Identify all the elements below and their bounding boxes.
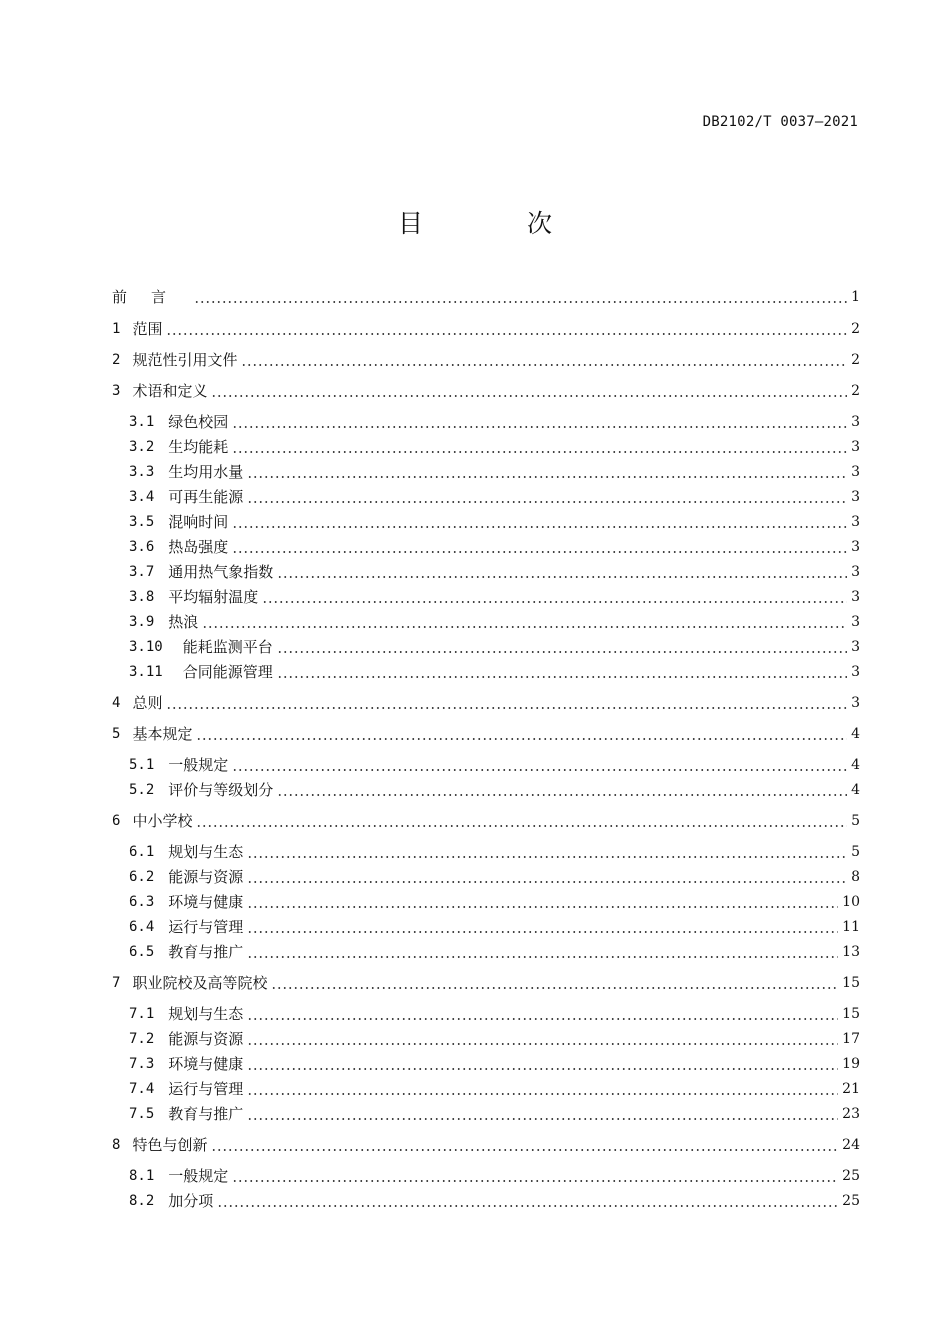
toc-dot-leader — [247, 1068, 838, 1070]
toc-entry-number: 5.2 — [129, 782, 155, 798]
toc-dot-leader — [247, 931, 838, 933]
toc-entry-number: 4 — [112, 695, 121, 711]
toc-dot-leader — [166, 707, 847, 709]
toc-entry-label: 前言 — [112, 288, 191, 306]
toc-dot-leader — [211, 395, 847, 397]
toc-entry-page: 5 — [851, 813, 860, 829]
toc-dot-leader — [217, 1205, 838, 1207]
toc-entry-label: 能源与资源 — [168, 1030, 244, 1048]
toc-entry-label: 热岛强度 — [168, 538, 229, 556]
toc-entry[interactable] — [129, 411, 860, 433]
toc-dot-leader — [277, 676, 847, 678]
toc-dot-leader — [277, 651, 847, 653]
toc-entry-page: 4 — [851, 757, 860, 773]
toc-entry[interactable] — [129, 1078, 860, 1100]
toc-dot-leader — [247, 906, 838, 908]
toc-entry-page: 25 — [842, 1168, 860, 1184]
toc-entry-label: 平均辐射温度 — [168, 588, 259, 606]
toc-entry-label: 混响时间 — [168, 513, 229, 531]
toc-entry-page: 3 — [851, 664, 860, 680]
toc-entry[interactable] — [129, 1053, 860, 1075]
toc-entry[interactable] — [129, 461, 860, 483]
toc-dot-leader — [247, 1043, 838, 1045]
toc-entry-number: 6.5 — [129, 944, 155, 960]
toc-entry[interactable] — [129, 866, 860, 888]
toc-entry-page: 3 — [851, 695, 860, 711]
toc-entry-number: 7 — [112, 975, 121, 991]
toc-entry-page: 2 — [851, 352, 860, 368]
toc-entry-page: 13 — [842, 944, 860, 960]
toc-entry-number: 7.5 — [129, 1106, 155, 1122]
toc-entry-label: 能耗监测平台 — [182, 638, 273, 656]
toc-entry-number: 3.7 — [129, 564, 155, 580]
toc-entry[interactable] — [129, 779, 860, 801]
toc-entry-number: 6.4 — [129, 919, 155, 935]
toc-entry-label: 规范性引用文件 — [132, 351, 238, 369]
toc-entry-page: 2 — [851, 321, 860, 337]
toc-entry-label: 热浪 — [168, 613, 199, 631]
toc-entry-number: 7.3 — [129, 1056, 155, 1072]
toc-entry-number: 3.1 — [129, 414, 155, 430]
toc-entry[interactable] — [112, 692, 860, 714]
toc-entry-label: 规划与生态 — [168, 843, 244, 861]
toc-entry-page: 10 — [842, 894, 860, 910]
toc-entry-number: 2 — [112, 352, 121, 368]
toc-entry-page: 23 — [842, 1106, 860, 1122]
toc-entry-page: 2 — [851, 383, 860, 399]
toc-entry-page: 17 — [842, 1031, 860, 1047]
toc-dot-leader — [277, 794, 847, 796]
toc-entry-number: 7.2 — [129, 1031, 155, 1047]
toc-dot-leader — [232, 451, 847, 453]
toc-dot-leader — [232, 551, 847, 553]
toc-entry-label: 职业院校及高等院校 — [132, 974, 268, 992]
toc-entry-number: 6.2 — [129, 869, 155, 885]
toc-entry-page: 15 — [842, 975, 860, 991]
toc-entry[interactable] — [112, 318, 860, 340]
toc-dot-leader — [232, 769, 847, 771]
toc-dot-leader — [247, 881, 847, 883]
document-code: DB2102/T 0037—2021 — [702, 114, 858, 130]
toc-entry[interactable] — [129, 536, 860, 558]
toc-title: 目 次 — [398, 209, 600, 238]
toc-entry-label: 规划与生态 — [168, 1005, 244, 1023]
toc-entry-page: 3 — [851, 514, 860, 530]
toc-entry-number: 5 — [112, 726, 121, 742]
toc-entry-label: 教育与推广 — [168, 1105, 244, 1123]
toc-dot-leader — [232, 426, 847, 428]
toc-dot-leader — [247, 956, 838, 958]
toc-entry-label: 环境与健康 — [168, 893, 244, 911]
toc-entry-number: 3.2 — [129, 439, 155, 455]
toc-entry[interactable] — [112, 1134, 860, 1156]
toc-entry-page: 3 — [851, 564, 860, 580]
toc-entry-page: 19 — [842, 1056, 860, 1072]
toc-entry-number: 3.3 — [129, 464, 155, 480]
toc-entry-page: 21 — [842, 1081, 860, 1097]
toc-entry-page: 25 — [842, 1193, 860, 1209]
toc-entry-number: 3.11 — [129, 664, 163, 680]
toc-entry-number: 6.3 — [129, 894, 155, 910]
toc-entry[interactable] — [129, 636, 860, 658]
toc-entry-number: 6 — [112, 813, 121, 829]
toc-entry-label: 加分项 — [168, 1192, 214, 1210]
toc-entry[interactable] — [129, 436, 860, 458]
toc-entry-label: 一般规定 — [168, 756, 229, 774]
toc-entry[interactable] — [129, 916, 860, 938]
toc-entry[interactable] — [129, 1190, 860, 1212]
toc-entry-page: 3 — [851, 489, 860, 505]
toc-entry-label: 基本规定 — [132, 725, 193, 743]
toc-entry-label: 中小学校 — [132, 812, 193, 830]
toc-entry-label: 教育与推广 — [168, 943, 244, 961]
toc-dot-leader — [232, 1180, 838, 1182]
toc-entry-label: 可再生能源 — [168, 488, 244, 506]
toc-entry[interactable] — [129, 841, 860, 863]
toc-entry[interactable] — [129, 661, 860, 683]
toc-dot-leader — [247, 1018, 838, 1020]
toc-dot-leader — [247, 1118, 838, 1120]
toc-entry[interactable] — [112, 810, 860, 832]
toc-entry[interactable] — [112, 286, 860, 308]
toc-entry-number: 6.1 — [129, 844, 155, 860]
toc-entry-label: 术语和定义 — [132, 382, 208, 400]
toc-entry-number: 3 — [112, 383, 121, 399]
toc-entry-page: 3 — [851, 539, 860, 555]
toc-entry-number: 5.1 — [129, 757, 155, 773]
toc-entry-label: 能源与资源 — [168, 868, 244, 886]
toc-entry[interactable] — [129, 1165, 860, 1187]
toc-dot-leader — [247, 856, 847, 858]
toc-entry[interactable] — [129, 611, 860, 633]
toc-dot-leader — [241, 364, 847, 366]
toc-dot-leader — [262, 601, 847, 603]
toc-entry-label: 范围 — [132, 320, 163, 338]
toc-entry-label: 总则 — [132, 694, 163, 712]
toc-entry[interactable] — [112, 349, 860, 371]
toc-entry[interactable] — [129, 586, 860, 608]
toc-entry-label: 生均用水量 — [168, 463, 244, 481]
toc-dot-leader — [211, 1149, 838, 1151]
toc-entry-label: 一般规定 — [168, 1167, 229, 1185]
toc-dot-leader — [196, 825, 847, 827]
toc-entry-page: 11 — [842, 919, 860, 935]
toc-entry-number: 8.2 — [129, 1193, 155, 1209]
toc-entry-page: 3 — [851, 414, 860, 430]
toc-entry[interactable] — [129, 511, 860, 533]
toc-entry-number: 3.10 — [129, 639, 163, 655]
toc-entry-page: 5 — [851, 844, 860, 860]
toc-dot-leader — [277, 576, 847, 578]
toc-entry[interactable] — [129, 891, 860, 913]
toc-entry-label: 评价与等级划分 — [168, 781, 274, 799]
toc-entry[interactable] — [112, 972, 860, 994]
toc-entry[interactable] — [129, 1028, 860, 1050]
toc-entry-number: 7.1 — [129, 1006, 155, 1022]
toc-entry-number: 3.5 — [129, 514, 155, 530]
toc-entry-page: 15 — [842, 1006, 860, 1022]
toc-entry[interactable] — [129, 486, 860, 508]
toc-entry-page: 3 — [851, 639, 860, 655]
toc-entry-label: 运行与管理 — [168, 918, 244, 936]
toc-entry-page: 4 — [851, 782, 860, 798]
toc-entry-number: 3.8 — [129, 589, 155, 605]
toc-entry-label: 环境与健康 — [168, 1055, 244, 1073]
toc-dot-leader — [232, 526, 847, 528]
toc-entry[interactable] — [112, 380, 860, 402]
toc-dot-leader — [194, 301, 847, 303]
toc-entry-label: 运行与管理 — [168, 1080, 244, 1098]
toc-entry-number: 8 — [112, 1137, 121, 1153]
toc-dot-leader — [196, 738, 847, 740]
toc-entry-page: 4 — [851, 726, 860, 742]
toc-entry-page: 3 — [851, 439, 860, 455]
toc-dot-leader — [202, 626, 847, 628]
toc-dot-leader — [247, 1093, 838, 1095]
toc-entry-page: 1 — [851, 289, 860, 305]
toc-entry-label: 合同能源管理 — [182, 663, 273, 681]
toc-entry-page: 24 — [842, 1137, 860, 1153]
toc-entry[interactable] — [129, 561, 860, 583]
toc-entry-number: 3.6 — [129, 539, 155, 555]
toc-entry-number: 7.4 — [129, 1081, 155, 1097]
toc-entry[interactable] — [129, 1003, 860, 1025]
toc-entry-page: 3 — [851, 589, 860, 605]
toc-entry-number: 1 — [112, 321, 121, 337]
toc-entry-label: 通用热气象指数 — [168, 563, 274, 581]
toc-entry-page: 3 — [851, 614, 860, 630]
toc-entry-label: 特色与创新 — [132, 1136, 208, 1154]
toc-dot-leader — [166, 333, 847, 335]
toc-dot-leader — [247, 476, 847, 478]
toc-entry[interactable] — [129, 941, 860, 963]
toc-entry[interactable] — [129, 754, 860, 776]
toc-entry-label: 生均能耗 — [168, 438, 229, 456]
toc-entry[interactable] — [129, 1103, 860, 1125]
toc-entry-page: 8 — [851, 869, 860, 885]
toc-entry-page: 3 — [851, 464, 860, 480]
toc-entry-number: 3.9 — [129, 614, 155, 630]
toc-entry-number: 3.4 — [129, 489, 155, 505]
toc-entry-number: 8.1 — [129, 1168, 155, 1184]
toc-dot-leader — [247, 501, 847, 503]
toc-dot-leader — [271, 987, 838, 989]
toc-entry[interactable] — [112, 723, 860, 745]
toc-entry-label: 绿色校园 — [168, 413, 229, 431]
